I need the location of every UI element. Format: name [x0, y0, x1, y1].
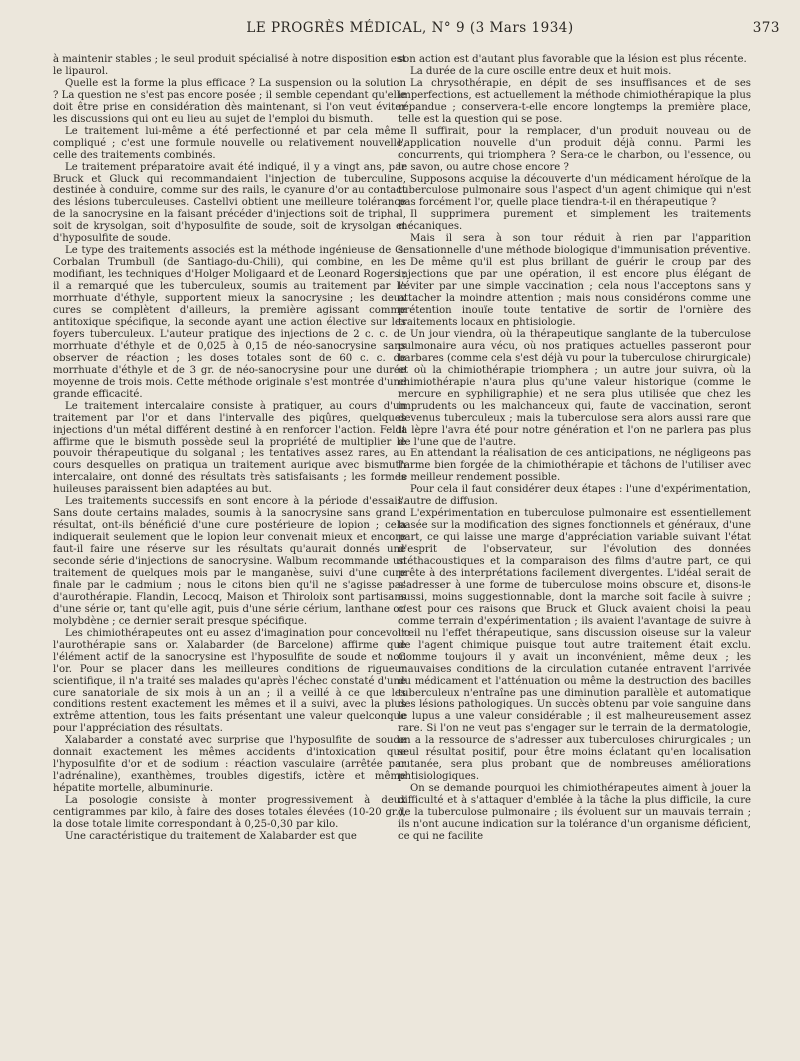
paragraph: La durée de la cure oscille entre deux et huit mois.	[410, 65, 672, 77]
paragraph: Pour cela il faut considérer deux étapes : l'une d'expérimentation, l'autre de diffusion.	[398, 484, 751, 508]
paragraph: Xalabarder a constaté avec surprise que l'hyposulfite de soude donnait exactement les mêmes accidents d'intoxication que l'hyposulfite d'or et de sodium : réaction vasculaire (arrêtée par l'adrénaline), exanthèmes, troubles digestifs, ictère et même hépatite mortelle, albuminurie.	[53, 735, 406, 795]
paragraph: Le traitement préparatoire avait été indiqué, il y a vingt ans, par Bruck et Gluck qui recommandaient l'injection de tuberculine, destinée à conduire, comme sur des rails, le cyanure d'or au contact des lésions tuberculeuses. Castellvi obtient une meilleure tolérance de la sanocrysine en la faisant précéder d'injections soit de triphal, soit de krysolgan, soit d'hyposulfite de soude, soit de krysolgan et d'hyposulfite de soude.	[53, 161, 406, 245]
paragraph: Les traitements successifs en sont encore à la période d'essais. Sans doute certains malades, soumis à la sanocrysine sans grand résultat, ont-ils bénéficié d'une cure postérieure de lopion ; cela indiquerait seulement que le lopion leur convenait mieux et encore faut-il faire une réserve sur les résultats qu'aurait donnés une seconde série d'injections de sanocrysine. Walbum recommande un traitement de quelques mois par le manganèse, suivi d'une cure finale par le cadmium ; nous le citons bien qu'il ne s'agisse pas d'aurothérapie. Flandin, Lecocq, Maison et Thiroloix sont partisans d'une série or, tant qu'elle agit, puis d'une série cérium, lanthane ou molybdène ; ce dernier serait presque spécifique.	[53, 496, 406, 627]
paragraph: à maintenir stables ; le seul produit spécialisé à notre disposition est le lipaurol.	[53, 54, 406, 77]
paragraph: Le traitement intercalaire consiste à pratiquer, au cours d'un traitement par l'or et dans l'intervalle des piqûres, quelques injections d'un métal différent destiné à en renforcer l'action. Feldt affirme que le bismuth possède seul la propriété de multiplier le pouvoir thérapeutique du solganal ; les tentatives assez rares, au cours desquelles on pratiqua un traitement aurique avec bismuth intercalaire, ont donné des résultats très satisfaisants ; les formes huileuses paraissent bien adaptées au but.	[53, 400, 406, 496]
running-header	[40, 20, 780, 42]
paragraph: L'expérimentation en tuberculose pulmonaire est essentiellement basée sur la modification des signes fonctionnels et généraux, d'une part, ce qui laisse une marge d'appréciation variable suivant l'état d'esprit de l'observateur, sur l'évolution des données stéthacoustiques et la comparaison des films d'autre part, ce qui prête à des interprétations facilement divergentes. L'idéal serait de s'adresser à une forme de tuberculose moins obscure et, disons-le aussi, moins suggestionnable, dont la marche soit facile à suivre ; c'est pour ces raisons que Bruck et Gluck avaient choisi la peau comme terrain d'expérimentation ; ils avaient l'avantage de suivre à l'œil nu l'effet thérapeutique, sans discussion oiseuse sur la valeur de l'agent chimique puisque tout autre traitement était exclu. Comme toujours il y avait un inconvénient, même deux ; les mauvaises conditions de la circulation cutanée entravent l'arrivée du médicament et l'atténuation ou même la destruction des bacilles tuberculeux n'entraîne pas une diminution parallèle et automatique des lésions pathologiques. Un succès obtenu par voie sanguine dans le lupus a une valeur considérable ; il est malheureusement assez rare. Si l'on ne veut pas s'engager sur le terrain de la dermatologie, on a la ressource de s'adresser aux tuberculoses chirurgicales ; un seul résultat positif, pour être moins éclatant qu'en localisation cutanée, sera plus probant que de nombreuses améliorations phtisiologiques.	[398, 508, 751, 783]
paragraph: On se demande pourquoi les chimiothérapeutes aiment à jouer la difficulté et à s'attaquer d'emblée à la tâche la plus difficile, la cure de la tuberculose pulmonaire ; ils évoluent sur un mauvais terrain ; ils n'ont aucune indication sur la tolérance d'un organisme déficient, ce qui ne facilite	[398, 783, 751, 842]
paragraph: Supposons acquise la découverte d'un médicament héroïque de la tuberculose pulmonaire sous l'aspect d'un agent chimique qui n'est pas forcément l'or, quelle place tiendra-t-il en thérapeutique ?	[398, 173, 751, 209]
paragraph: Une caractéristique du traitement de Xalabarder est que	[65, 830, 357, 842]
paragraph: Quelle est la forme la plus efficace ? La suspension ou la solution ? La question ne s'est pas encore posée ; il semble cependant qu'elle doit être prise en considération dès maintenant, si l'on veut éviter les discussions qui ont eu lieu au sujet de l'emploi du bismuth.	[53, 77, 406, 125]
paragraph: Les chimiothérapeutes ont eu assez d'imagination pour concevoir l'aurothérapie sans or. Xalabarder (de Barcelone) affirme que l'élément actif de la sanocrysine est l'hyposulfite de soude et non l'or. Pour se placer dans les meilleures conditions de rigueur scientifique, il n'a traité ses malades qu'après l'échec constaté d'une cure sanatoriale de six mois à un an ; il a veillé à ce que les conditions restent exactement les mêmes et il a suivi, avec la plus extrême attention, tous les faits présentant une valeur quelconque pour l'appréciation des résultats.	[53, 627, 406, 735]
paragraph: La posologie consiste à monter progressivement à deux centigrammes par kilo, à faire des doses totales élevées (10-20 gr.), la dose totale limite correspondant à 0,25-0,30 par kilo.	[53, 795, 406, 830]
paragraph: Un jour viendra, où la thérapeutique sanglante de la tuberculose pulmonaire aura vécu, où nos pratiques actuelles passeront pour barbares (comme cela s'est déjà vu pour la tuberculose chirurgicale) et où la chimiothérapie triomphera ; un autre jour suivra, où la chimiothérapie n'aura plus qu'une valeur historique (comme le mercure en syphiligraphie) et ne sera plus utilisée que chez les imprudents ou les malchanceux qui, faute de vaccination, seront devenus tuberculeux ; mais la tuberculose sera alors aussi rare que la lèpre l'avra été pour notre génération et l'on ne parlera pas plus de l'une que de l'autre.	[398, 328, 751, 448]
page-number: 373	[752, 20, 780, 36]
paragraph: De même qu'il est plus brillant de guérir le croup par des injections que par une opération, il est encore plus élégant de l'éviter par une simple vaccination ; cela nous l'acceptons sans y attacher la moindre attention ; mais nous considérons comme une prétention inouïe toute tentative de sortir de l'ornière des traitements locaux en phtisiologie.	[398, 257, 751, 328]
paragraph: Le traitement lui-même a été perfectionné et par cela même compliqué ; c'est une formule nouvelle ou relativement nouvelle, celle des traitements combinés.	[53, 125, 406, 161]
paragraph: La chrysothérapie, en dépit de ses insuffisances et de ses imperfections, est actuellement la méthode chimiothérapique la plus répandue ; conservera-t-elle encore longtemps la première place, telle est la question qui se pose.	[398, 77, 751, 125]
paragraph: Il supprimera purement et simplement les traitements mécaniques.	[398, 209, 751, 233]
paragraph: Le type des traitements associés est la méthode ingénieuse de G. Corbalan Trumbull (de Santiago-du-Chili), qui combine, en les modifiant, les techniques d'Holger Moligaard et de Leonard Rogers ; il a remarqué que les tuberculeux, soumis au traitement par le morrhuate d'éthyle, supportent mieux la sanocrysine ; les deux cures se complètent d'ailleurs, la première agissant comme antitoxique spécifique, la seconde ayant une action élective sur les foyers tuberculeux. L'auteur pratique des injections de 2 c. c. de morrhuate d'éthyle et de 0,025 à 0,15 de néo-sanocrysine sans observer de réaction ; les doses totales sont de 60 c. c. de morrhuate d'éthyle et de 3 gr. de néo-sanocrysine pour une durée moyenne de trois mois. Cette méthode originale s'est montrée d'une grande efficacité.	[53, 245, 406, 400]
right-column	[398, 54, 751, 843]
journal-title: LE PROGRÈS MÉDICAL, N° 9 (3 Mars 1934)	[246, 20, 574, 36]
paragraph: son action est d'autant plus favorable que la lésion est plus récente.	[398, 54, 747, 65]
paragraph: En attendant la réalisation de ces anticipations, ne négligeons pas l'arme bien forgée de la chimiothérapie et tâchons de l'utiliser avec le meilleur rendement possible.	[398, 448, 751, 484]
paragraph: Il suffirait, pour la remplacer, d'un produit nouveau ou de l'application nouvelle d'un produit déjà connu. Parmi les concurrents, qui triomphera ? Sera-ce le charbon, ou l'essence, ou le savon, ou autre chose encore ?	[398, 125, 751, 173]
paragraph: Mais il sera à son tour réduit à rien par l'apparition sensationnelle d'une méthode biologique d'immunisation préventive.	[398, 233, 751, 257]
left-column	[53, 54, 406, 843]
